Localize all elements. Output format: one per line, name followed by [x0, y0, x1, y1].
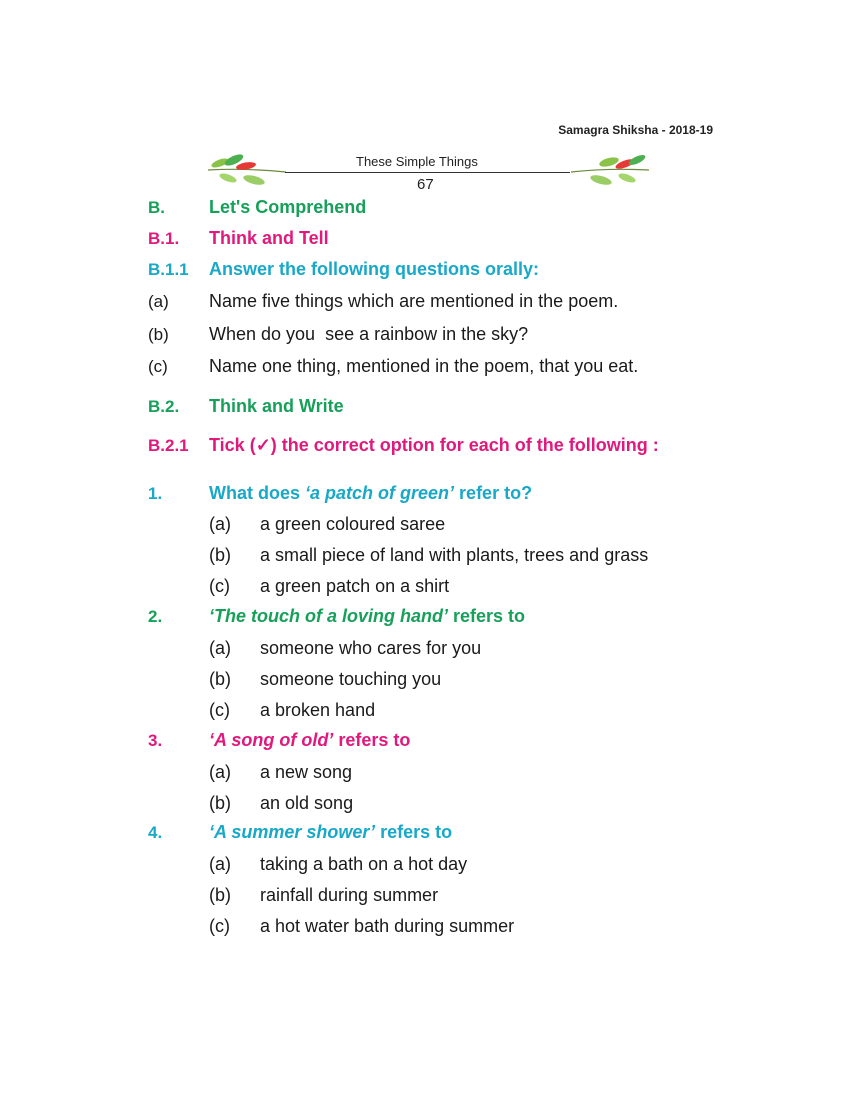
section-b-number: B.: [148, 198, 165, 217]
oral-question-text: Name one thing, mentioned in the poem, that you eat.: [209, 356, 639, 376]
section-b21-number: B.2.1: [148, 436, 189, 455]
oral-question-text: When do you see a rainbow in the sky?: [209, 324, 529, 344]
leaf-branch-icon: [206, 150, 288, 188]
section-b11-number: B.1.1: [148, 260, 189, 279]
option-label: (a): [209, 514, 231, 534]
leaf-branch-icon: [569, 150, 651, 188]
question-text: ‘A song of old’ refers to: [209, 730, 411, 750]
option-text: a green patch on a shirt: [260, 576, 450, 596]
question-text: What does ‘a patch of green’ refer to?: [209, 483, 533, 503]
question-text: ‘A summer shower’ refers to: [209, 822, 453, 842]
page-number: 67: [417, 176, 434, 193]
option-text: a new song: [260, 762, 353, 782]
oral-question-label: (b): [148, 325, 169, 344]
oral-question-text: Name five things which are mentioned in the poem.: [209, 291, 619, 311]
oral-question-label: (a): [148, 292, 169, 311]
question-number: 3.: [148, 731, 163, 750]
option-label: (c): [209, 916, 230, 936]
chapter-title: These Simple Things: [356, 154, 478, 169]
section-b1-number: B.1.: [148, 229, 180, 248]
section-b21-title: Tick (✓) the correct option for each of the following :: [209, 435, 659, 455]
publisher-label: Samagra Shiksha - 2018-19: [558, 123, 713, 137]
option-label: (a): [209, 762, 231, 782]
option-label: (a): [209, 854, 231, 874]
option-label: (b): [209, 793, 231, 813]
option-text: someone touching you: [260, 669, 442, 689]
section-b11-title: Answer the following questions orally:: [209, 259, 540, 279]
option-label: (b): [209, 545, 231, 565]
question-number: 4.: [148, 823, 163, 842]
option-text: a small piece of land with plants, trees and grass: [260, 545, 649, 565]
section-b2-title: Think and Write: [209, 396, 344, 416]
oral-question-label: (c): [148, 357, 168, 376]
question-number: 1.: [148, 484, 163, 503]
header-rule: [285, 172, 570, 173]
option-label: (b): [209, 885, 231, 905]
section-b1-title: Think and Tell: [209, 228, 329, 248]
option-label: (a): [209, 638, 231, 658]
option-text: a green coloured saree: [260, 514, 446, 534]
option-text: someone who cares for you: [260, 638, 482, 658]
option-text: a broken hand: [260, 700, 376, 720]
section-b-title: Let's Comprehend: [209, 197, 367, 217]
option-text: an old song: [260, 793, 354, 813]
option-label: (c): [209, 700, 230, 720]
question-number: 2.: [148, 607, 163, 626]
option-text: taking a bath on a hot day: [260, 854, 468, 874]
option-text: rainfall during summer: [260, 885, 439, 905]
section-b2-number: B.2.: [148, 397, 180, 416]
option-text: a hot water bath during summer: [260, 916, 515, 936]
question-text: ‘The touch of a loving hand’ refers to: [209, 606, 526, 626]
option-label: (b): [209, 669, 231, 689]
option-label: (c): [209, 576, 230, 596]
